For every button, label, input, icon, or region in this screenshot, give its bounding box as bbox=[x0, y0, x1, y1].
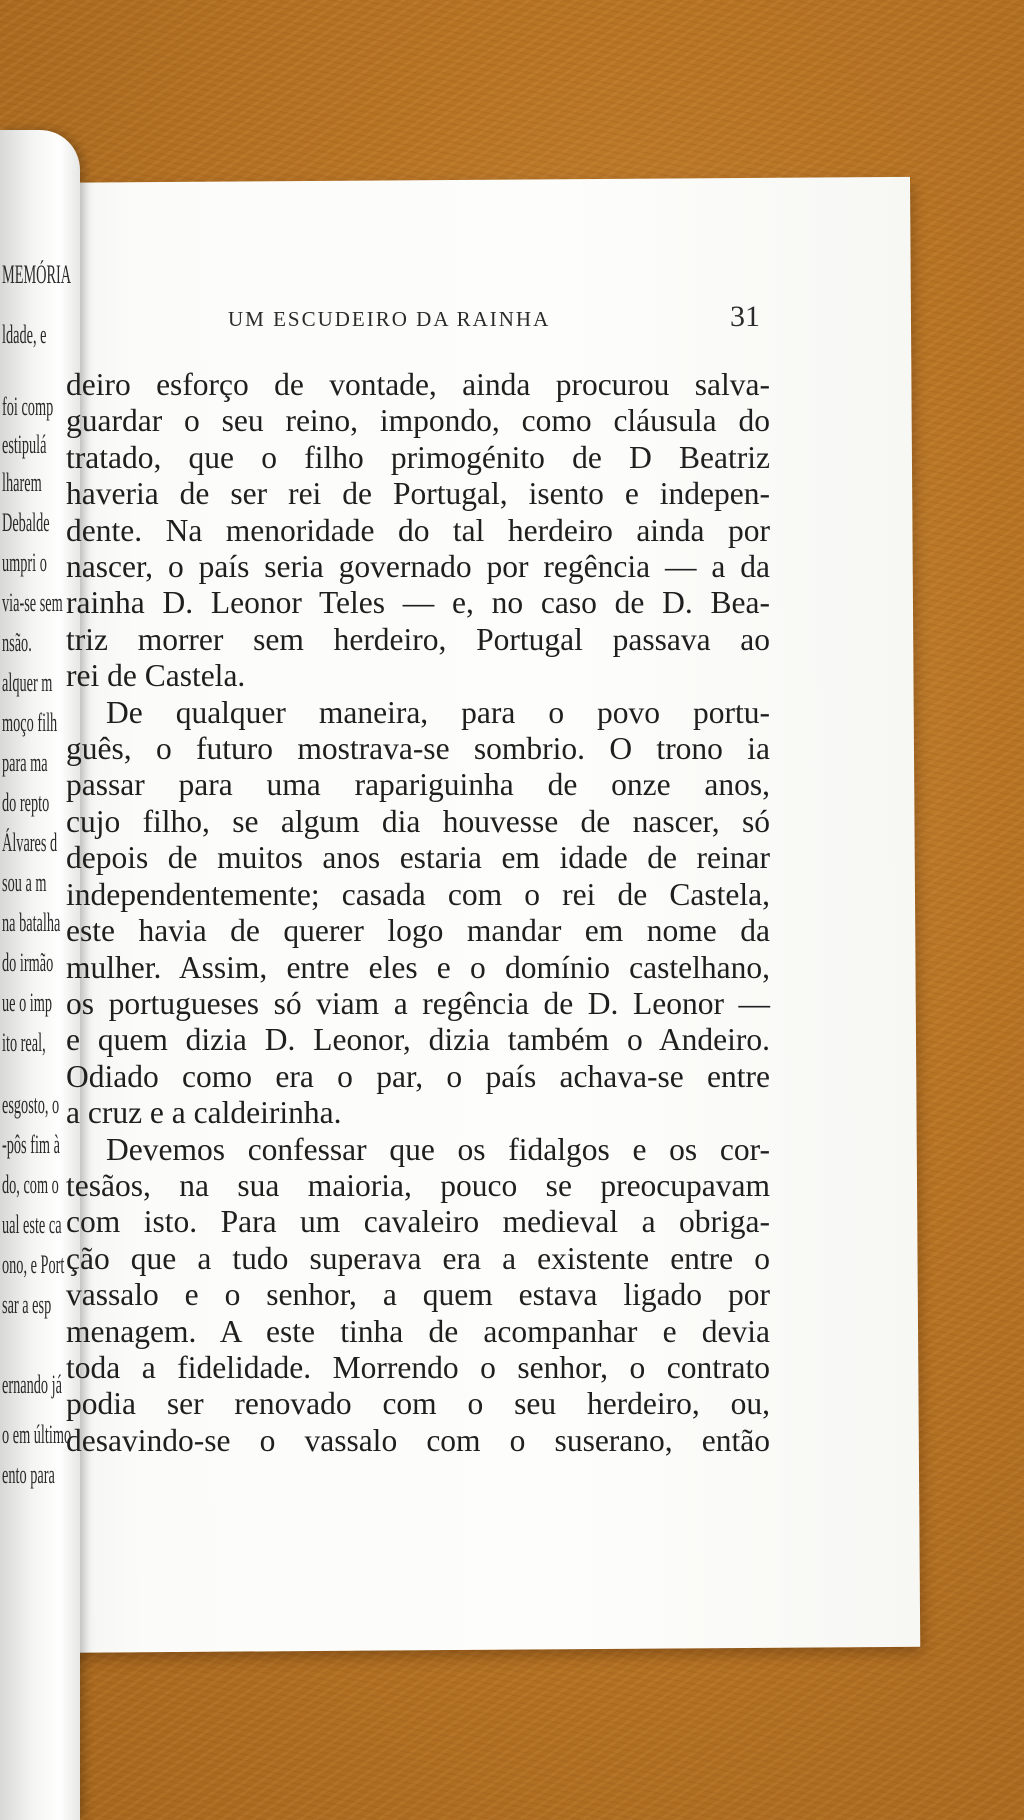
text-line: e quem dizia D. Leonor, dizia também o Andeiro. bbox=[66, 1022, 770, 1058]
text-line: passar para uma rapariguinha de onze anos, bbox=[66, 767, 770, 803]
text-line: depois de muitos anos estaria em idade de reinar bbox=[66, 840, 770, 876]
facing-page-text-fragment: foi comp bbox=[2, 392, 54, 421]
facing-page-text-fragment: ldade, e bbox=[2, 320, 47, 349]
facing-page-text-fragment: ue o imp bbox=[2, 988, 53, 1017]
text-line: Odiado como era o par, o país achava-se entre bbox=[66, 1058, 770, 1094]
text-line: menagem. A este tinha de acompanhar e devia bbox=[66, 1313, 770, 1349]
text-line: De qualquer maneira, para o povo portu- bbox=[106, 694, 770, 730]
text-line: tratado, que o filho primogénito de D Beatriz bbox=[66, 439, 770, 475]
facing-page-text-fragment: para ma bbox=[2, 748, 48, 777]
body-text bbox=[66, 367, 770, 1459]
facing-page-text-fragment: o em último bbox=[2, 1420, 72, 1449]
text-line: triz morrer sem herdeiro, Portugal passava ao bbox=[66, 621, 770, 657]
text-line: independentemente; casada com o rei de Castela, bbox=[66, 876, 770, 912]
text-line: mulher. Assim, entre eles e o domínio castelhano, bbox=[66, 949, 770, 985]
facing-page-text-fragment: ento para bbox=[2, 1460, 55, 1489]
facing-page-text-fragment: do irmão bbox=[2, 948, 54, 977]
running-head: UM ESCUDEIRO DA RAINHA bbox=[228, 307, 551, 331]
text-line: os portugueses só viam a regência de D. Leonor — bbox=[66, 985, 770, 1021]
text-line: deiro esforço de vontade, ainda procurou salva- bbox=[66, 367, 770, 402]
text-line: desavindo-se o vassalo com o suserano, então bbox=[66, 1422, 770, 1458]
facing-page-text-fragment: sou a m bbox=[2, 868, 47, 897]
facing-page-text-fragment: nsão. bbox=[2, 628, 32, 657]
facing-page-text-fragment: do, com o bbox=[2, 1170, 59, 1199]
facing-page-text-fragment: lharem bbox=[2, 468, 42, 497]
text-line: tesãos, na sua maioria, pouco se preocupavam bbox=[66, 1167, 770, 1203]
text-line: a cruz e a caldeirinha. bbox=[66, 1095, 342, 1131]
text-line: com isto. Para um cavaleiro medieval a obriga- bbox=[66, 1204, 770, 1240]
text-line: rei de Castela. bbox=[66, 658, 246, 694]
text-line: podia ser renovado com o seu herdeiro, ou, bbox=[66, 1386, 770, 1422]
facing-page-text-fragment: Álvares d bbox=[2, 828, 58, 857]
text-line: toda a fidelidade. Morrendo o senhor, o contrato bbox=[66, 1349, 770, 1385]
text-line: guês, o futuro mostrava-se sombrio. O trono ia bbox=[66, 731, 770, 767]
facing-page-text-fragment: alquer m bbox=[2, 668, 53, 697]
text-line: cujo filho, se algum dia houvesse de nascer, só bbox=[66, 803, 770, 839]
text-line: dente. Na menoridade do tal herdeiro ainda por bbox=[66, 512, 770, 548]
facing-page-text-fragment: estipulá bbox=[2, 430, 47, 459]
facing-page-text-fragment: -pôs fim à bbox=[2, 1130, 60, 1159]
facing-page-text-fragment: ual este ca bbox=[2, 1210, 62, 1239]
text-line: rainha D. Leonor Teles — e, no caso de D. Bea- bbox=[66, 585, 770, 621]
facing-page-text-fragment: MEMÓRIA bbox=[2, 260, 72, 289]
facing-page-text-fragment: ito real, bbox=[2, 1028, 46, 1057]
text-line: nascer, o país seria governado por regência — a da bbox=[66, 549, 770, 585]
text-line: ção que a tudo superava era a existente entre o bbox=[66, 1240, 770, 1276]
facing-page-text-fragment: umpri o bbox=[2, 548, 47, 577]
facing-page-text-fragment: esgosto, o bbox=[2, 1090, 60, 1119]
facing-page-text-fragment: ernando já bbox=[2, 1370, 62, 1399]
facing-page-text-fragment: sar a esp bbox=[2, 1290, 52, 1319]
facing-page-text-fragment: via-se sem bbox=[2, 588, 63, 617]
text-line: Devemos confessar que os fidalgos e os cor- bbox=[106, 1131, 770, 1167]
page-number: 31 bbox=[730, 300, 760, 333]
text-line: vassalo e o senhor, a quem estava ligado por bbox=[66, 1277, 770, 1313]
text-line: este havia de querer logo mandar em nome da bbox=[66, 913, 770, 949]
text-line: guardar o seu reino, impondo, como cláusula do bbox=[66, 403, 770, 439]
text-line: haveria de ser rei de Portugal, isento e indepen- bbox=[66, 476, 770, 512]
facing-page-text-fragment: na batalha bbox=[2, 908, 61, 937]
facing-page-text-fragment: Debalde bbox=[2, 508, 50, 537]
facing-page-text-fragment: do repto bbox=[2, 788, 50, 817]
facing-page-text-fragment: ono, e Port bbox=[2, 1250, 65, 1279]
facing-page-text-fragment: moço filh bbox=[2, 708, 58, 737]
